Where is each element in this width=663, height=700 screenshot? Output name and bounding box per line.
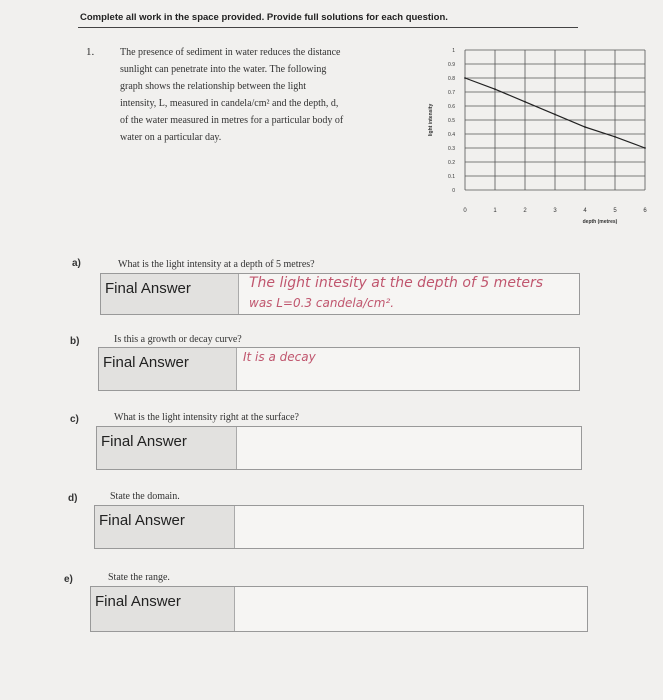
final-answer-label: Final Answer — [95, 506, 235, 548]
final-answer-label: Final Answer — [101, 274, 239, 314]
x-tick-label: 6 — [643, 208, 647, 214]
x-tick-label: 2 — [523, 208, 527, 214]
data-point — [494, 88, 496, 90]
y-tick-label: 1 — [452, 48, 455, 54]
final-answer-label: Final Answer — [99, 348, 237, 390]
y-tick-label: 0.2 — [448, 160, 455, 166]
y-tick-label: 0 — [452, 188, 455, 194]
question-line: graph shows the relationship between the light — [120, 81, 307, 92]
part-question: What is the light intensity at a depth of 5 metres? — [118, 259, 315, 270]
answer-box — [98, 347, 580, 391]
handwritten-answer-line: The light intesity at the depth of 5 meters — [249, 275, 544, 291]
handwritten-answer-line: was L=0.3 candela/cm². — [249, 296, 395, 310]
part-question: What is the light intensity right at the surface? — [114, 412, 299, 423]
final-answer-label: Final Answer — [91, 587, 235, 631]
x-tick-label: 5 — [613, 208, 617, 214]
part-question: State the range. — [108, 572, 170, 583]
question-line: sunlight can penetrate into the water. The following — [120, 64, 327, 75]
data-point — [524, 101, 526, 103]
y-tick-label: 0.1 — [448, 174, 455, 180]
y-tick-label: 0.3 — [448, 146, 455, 152]
question-line: water on a particular day. — [120, 132, 222, 143]
answer-box — [100, 273, 580, 315]
data-point — [584, 126, 586, 128]
data-point — [554, 114, 556, 116]
part-label: d) — [68, 493, 78, 504]
light-intensity-graph — [420, 40, 660, 240]
part-label: a) — [72, 258, 81, 269]
y-axis-label: light intensity — [428, 103, 434, 137]
part-question: Is this a growth or decay curve? — [114, 334, 242, 345]
y-tick-label: 0.7 — [448, 90, 455, 96]
answer-box — [90, 586, 588, 632]
y-tick-label: 0.6 — [448, 104, 455, 110]
x-tick-label: 3 — [553, 208, 557, 214]
data-point — [464, 77, 466, 79]
y-tick-label: 0.5 — [448, 118, 455, 124]
question-line: The presence of sediment in water reduces the distance — [120, 47, 341, 58]
final-answer-label: Final Answer — [97, 427, 237, 469]
y-tick-label: 0.8 — [448, 76, 455, 82]
x-tick-label: 1 — [493, 208, 497, 214]
handwritten-answer-line: It is a decay — [243, 350, 316, 364]
question-text — [120, 44, 420, 146]
header-rule — [78, 27, 578, 28]
x-tick-label: 4 — [583, 208, 587, 214]
part-label: c) — [70, 414, 79, 425]
y-tick-label: 0.9 — [448, 62, 455, 68]
x-axis-label: depth (metres) — [582, 219, 618, 225]
question-line: intensity, L, measured in candela/cm² and the depth, d, — [120, 98, 339, 109]
page-header: Complete all work in the space provided. Provide full solutions for each question. — [80, 12, 448, 23]
y-tick-label: 0.4 — [448, 132, 455, 138]
data-point — [644, 147, 646, 149]
x-tick-label: 0 — [463, 208, 467, 214]
data-point — [614, 136, 616, 138]
part-label: b) — [70, 336, 80, 347]
part-question: State the domain. — [110, 491, 180, 502]
answer-box — [94, 505, 584, 549]
question-number: 1. — [86, 46, 95, 58]
part-label: e) — [64, 574, 73, 585]
answer-box — [96, 426, 582, 470]
question-line: of the water measured in metres for a particular body of — [120, 115, 344, 126]
